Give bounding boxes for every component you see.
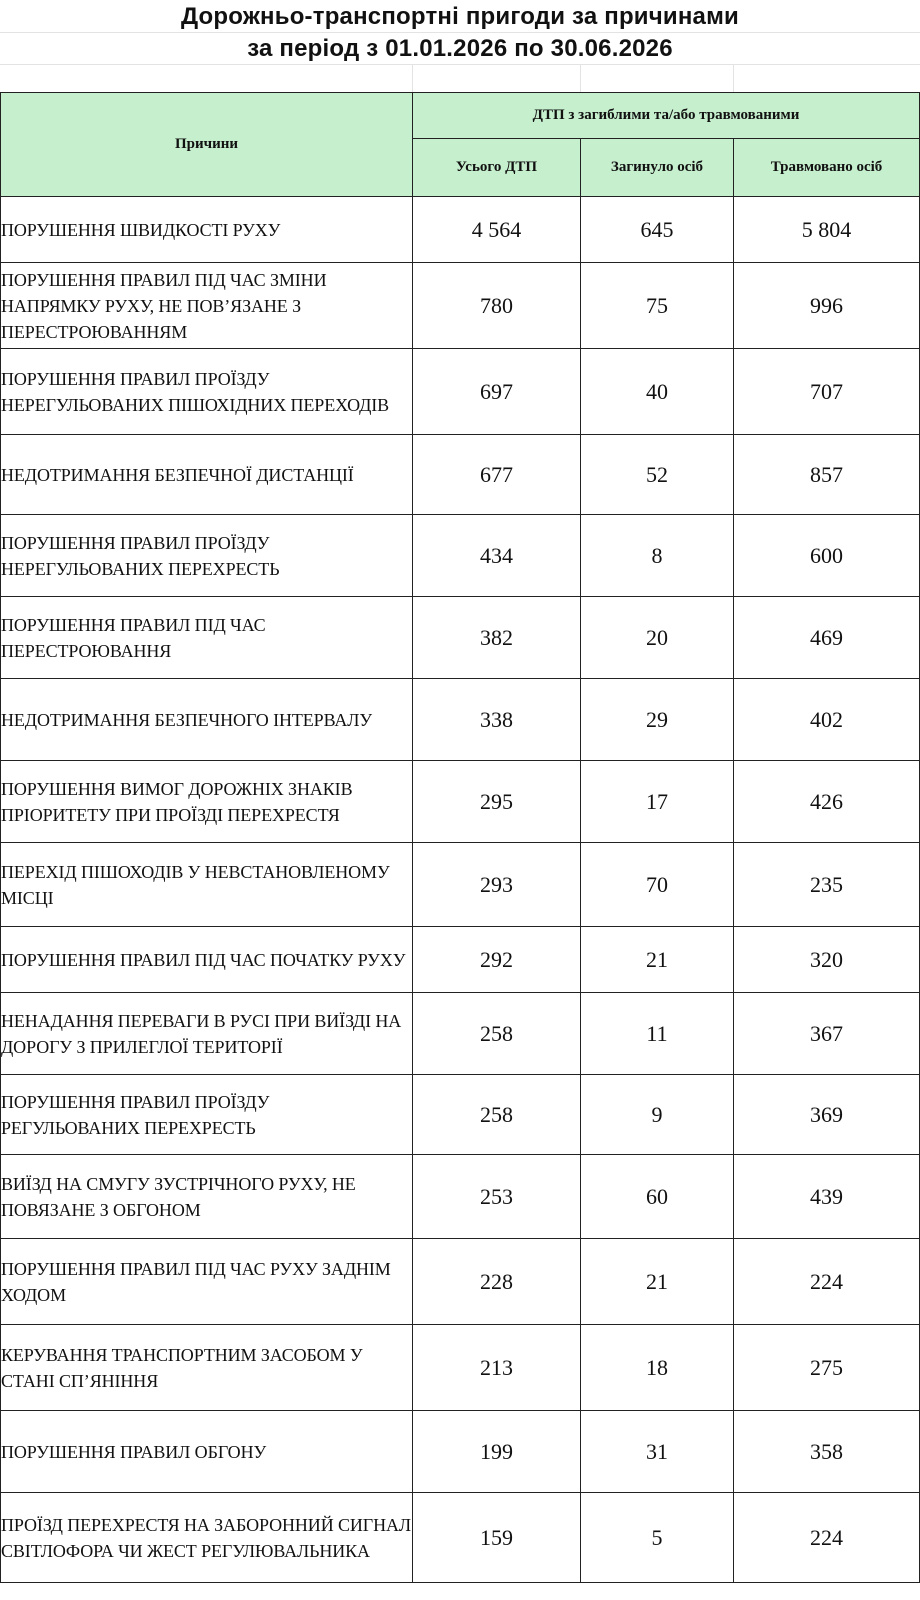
table-row bbox=[1, 1411, 920, 1493]
header-row bbox=[1, 93, 920, 139]
table-row bbox=[1, 1325, 920, 1411]
grid-line bbox=[0, 32, 920, 33]
total-cell: 159 bbox=[413, 1493, 581, 1583]
total-cell: 258 bbox=[413, 993, 581, 1075]
accidents-table bbox=[0, 92, 920, 1583]
total-cell: 295 bbox=[413, 761, 581, 843]
killed-cell: 18 bbox=[581, 1325, 734, 1411]
killed-cell: 5 bbox=[581, 1493, 734, 1583]
injured-cell: 469 bbox=[734, 597, 920, 679]
injured-cell: 224 bbox=[734, 1493, 920, 1583]
injured-cell: 996 bbox=[734, 263, 920, 349]
table-row bbox=[1, 993, 920, 1075]
grid-line bbox=[412, 64, 413, 92]
total-cell: 434 bbox=[413, 515, 581, 597]
table-row bbox=[1, 761, 920, 843]
cause-cell: КЕРУВАННЯ ТРАНСПОРТНИМ ЗАСОБОМ У СТАНІ СП’ЯНІННЯ bbox=[1, 1325, 413, 1411]
injured-cell: 426 bbox=[734, 761, 920, 843]
injured-cell: 367 bbox=[734, 993, 920, 1075]
cause-cell: ПЕРЕХІД ПІШОХОДІВ У НЕВСТАНОВЛЕНОМУ МІСЦІ bbox=[1, 843, 413, 927]
total-cell: 258 bbox=[413, 1075, 581, 1155]
killed-cell: 21 bbox=[581, 1239, 734, 1325]
killed-cell: 40 bbox=[581, 349, 734, 435]
total-cell: 677 bbox=[413, 435, 581, 515]
injured-cell: 5 804 bbox=[734, 197, 920, 263]
cause-cell: НЕДОТРИМАННЯ БЕЗПЕЧНОГО ІНТЕРВАЛУ bbox=[1, 679, 413, 761]
killed-cell: 20 bbox=[581, 597, 734, 679]
cause-cell: ПОРУШЕННЯ ПРАВИЛ ПІД ЧАС ЗМІНИ НАПРЯМКУ РУХУ, НЕ ПОВ’ЯЗАНЕ З ПЕРЕСТРОЮВАННЯМ bbox=[1, 263, 413, 349]
injured-cell: 439 bbox=[734, 1155, 920, 1239]
killed-cell: 8 bbox=[581, 515, 734, 597]
total-cell: 199 bbox=[413, 1411, 581, 1493]
cause-cell: ПОРУШЕННЯ ПРАВИЛ ПРОЇЗДУ НЕРЕГУЛЬОВАНИХ ПЕРЕХРЕСТЬ bbox=[1, 515, 413, 597]
grid-line bbox=[0, 64, 920, 65]
total-cell: 780 bbox=[413, 263, 581, 349]
cause-cell: ПОРУШЕННЯ ШВИДКОСТІ РУХУ bbox=[1, 197, 413, 263]
total-cell: 292 bbox=[413, 927, 581, 993]
table-row bbox=[1, 263, 920, 349]
killed-cell: 52 bbox=[581, 435, 734, 515]
table-body bbox=[1, 197, 920, 1583]
table-row bbox=[1, 927, 920, 993]
grid-line bbox=[733, 64, 734, 92]
table-row bbox=[1, 349, 920, 435]
table-row bbox=[1, 1239, 920, 1325]
killed-cell: 75 bbox=[581, 263, 734, 349]
table-row bbox=[1, 1075, 920, 1155]
killed-cell: 70 bbox=[581, 843, 734, 927]
injured-cell: 600 bbox=[734, 515, 920, 597]
killed-cell: 21 bbox=[581, 927, 734, 993]
killed-cell: 11 bbox=[581, 993, 734, 1075]
table-header bbox=[1, 93, 920, 197]
total-cell: 293 bbox=[413, 843, 581, 927]
report-period: за період з 01.01.2026 по 30.06.2026 bbox=[247, 35, 673, 62]
cause-cell: НЕДОТРИМАННЯ БЕЗПЕЧНОЇ ДИСТАНЦІЇ bbox=[1, 435, 413, 515]
injured-cell: 857 bbox=[734, 435, 920, 515]
cause-cell: ПОРУШЕННЯ ПРАВИЛ ПРОЇЗДУ РЕГУЛЬОВАНИХ ПЕРЕХРЕСТЬ bbox=[1, 1075, 413, 1155]
total-cell: 228 bbox=[413, 1239, 581, 1325]
header-total: Усього ДТП bbox=[413, 139, 581, 197]
killed-cell: 29 bbox=[581, 679, 734, 761]
injured-cell: 358 bbox=[734, 1411, 920, 1493]
cause-cell: НЕНАДАННЯ ПЕРЕВАГИ В РУСІ ПРИ ВИЇЗДІ НА ДОРОГУ З ПРИЛЕГЛОЇ ТЕРИТОРІЇ bbox=[1, 993, 413, 1075]
table-row bbox=[1, 679, 920, 761]
injured-cell: 369 bbox=[734, 1075, 920, 1155]
cause-cell: ПОРУШЕННЯ ПРАВИЛ ПРОЇЗДУ НЕРЕГУЛЬОВАНИХ ПІШОХІДНИХ ПЕРЕХОДІВ bbox=[1, 349, 413, 435]
table-row bbox=[1, 515, 920, 597]
table-row bbox=[1, 1493, 920, 1583]
injured-cell: 235 bbox=[734, 843, 920, 927]
header-group: ДТП з загиблими та/або травмованими bbox=[413, 93, 920, 139]
killed-cell: 60 bbox=[581, 1155, 734, 1239]
injured-cell: 707 bbox=[734, 349, 920, 435]
cause-cell: ПОРУШЕННЯ ПРАВИЛ ОБГОНУ bbox=[1, 1411, 413, 1493]
cause-cell: ПОРУШЕННЯ ПРАВИЛ ПІД ЧАС ПОЧАТКУ РУХУ bbox=[1, 927, 413, 993]
header-injured: Травмовано осіб bbox=[734, 139, 920, 197]
cause-cell: ПОРУШЕННЯ ВИМОГ ДОРОЖНІХ ЗНАКІВ ПРІОРИТЕТУ ПРИ ПРОЇЗДІ ПЕРЕХРЕСТЯ bbox=[1, 761, 413, 843]
total-cell: 253 bbox=[413, 1155, 581, 1239]
injured-cell: 402 bbox=[734, 679, 920, 761]
killed-cell: 9 bbox=[581, 1075, 734, 1155]
title-area bbox=[0, 0, 920, 92]
total-cell: 697 bbox=[413, 349, 581, 435]
table-row bbox=[1, 843, 920, 927]
cause-cell: ВИЇЗД НА СМУГУ ЗУСТРІЧНОГО РУХУ, НЕ ПОВЯЗАНЕ З ОБГОНОМ bbox=[1, 1155, 413, 1239]
header-cause: Причини bbox=[1, 93, 413, 197]
table-row bbox=[1, 435, 920, 515]
total-cell: 382 bbox=[413, 597, 581, 679]
killed-cell: 17 bbox=[581, 761, 734, 843]
cause-cell: ПРОЇЗД ПЕРЕХРЕСТЯ НА ЗАБОРОННИЙ СИГНАЛ СВІТЛОФОРА ЧИ ЖЕСТ РЕГУЛЮВАЛЬНИКА bbox=[1, 1493, 413, 1583]
table-row bbox=[1, 197, 920, 263]
killed-cell: 645 bbox=[581, 197, 734, 263]
table-row bbox=[1, 1155, 920, 1239]
injured-cell: 320 bbox=[734, 927, 920, 993]
total-cell: 4 564 bbox=[413, 197, 581, 263]
total-cell: 338 bbox=[413, 679, 581, 761]
total-cell: 213 bbox=[413, 1325, 581, 1411]
cause-cell: ПОРУШЕННЯ ПРАВИЛ ПІД ЧАС РУХУ ЗАДНІМ ХОДОМ bbox=[1, 1239, 413, 1325]
killed-cell: 31 bbox=[581, 1411, 734, 1493]
header-killed: Загинуло осіб bbox=[581, 139, 734, 197]
injured-cell: 224 bbox=[734, 1239, 920, 1325]
grid-line bbox=[580, 64, 581, 92]
cause-cell: ПОРУШЕННЯ ПРАВИЛ ПІД ЧАС ПЕРЕСТРОЮВАННЯ bbox=[1, 597, 413, 679]
injured-cell: 275 bbox=[734, 1325, 920, 1411]
table-row bbox=[1, 597, 920, 679]
report-title: Дорожньо-транспортні пригоди за причинами bbox=[180, 3, 740, 30]
